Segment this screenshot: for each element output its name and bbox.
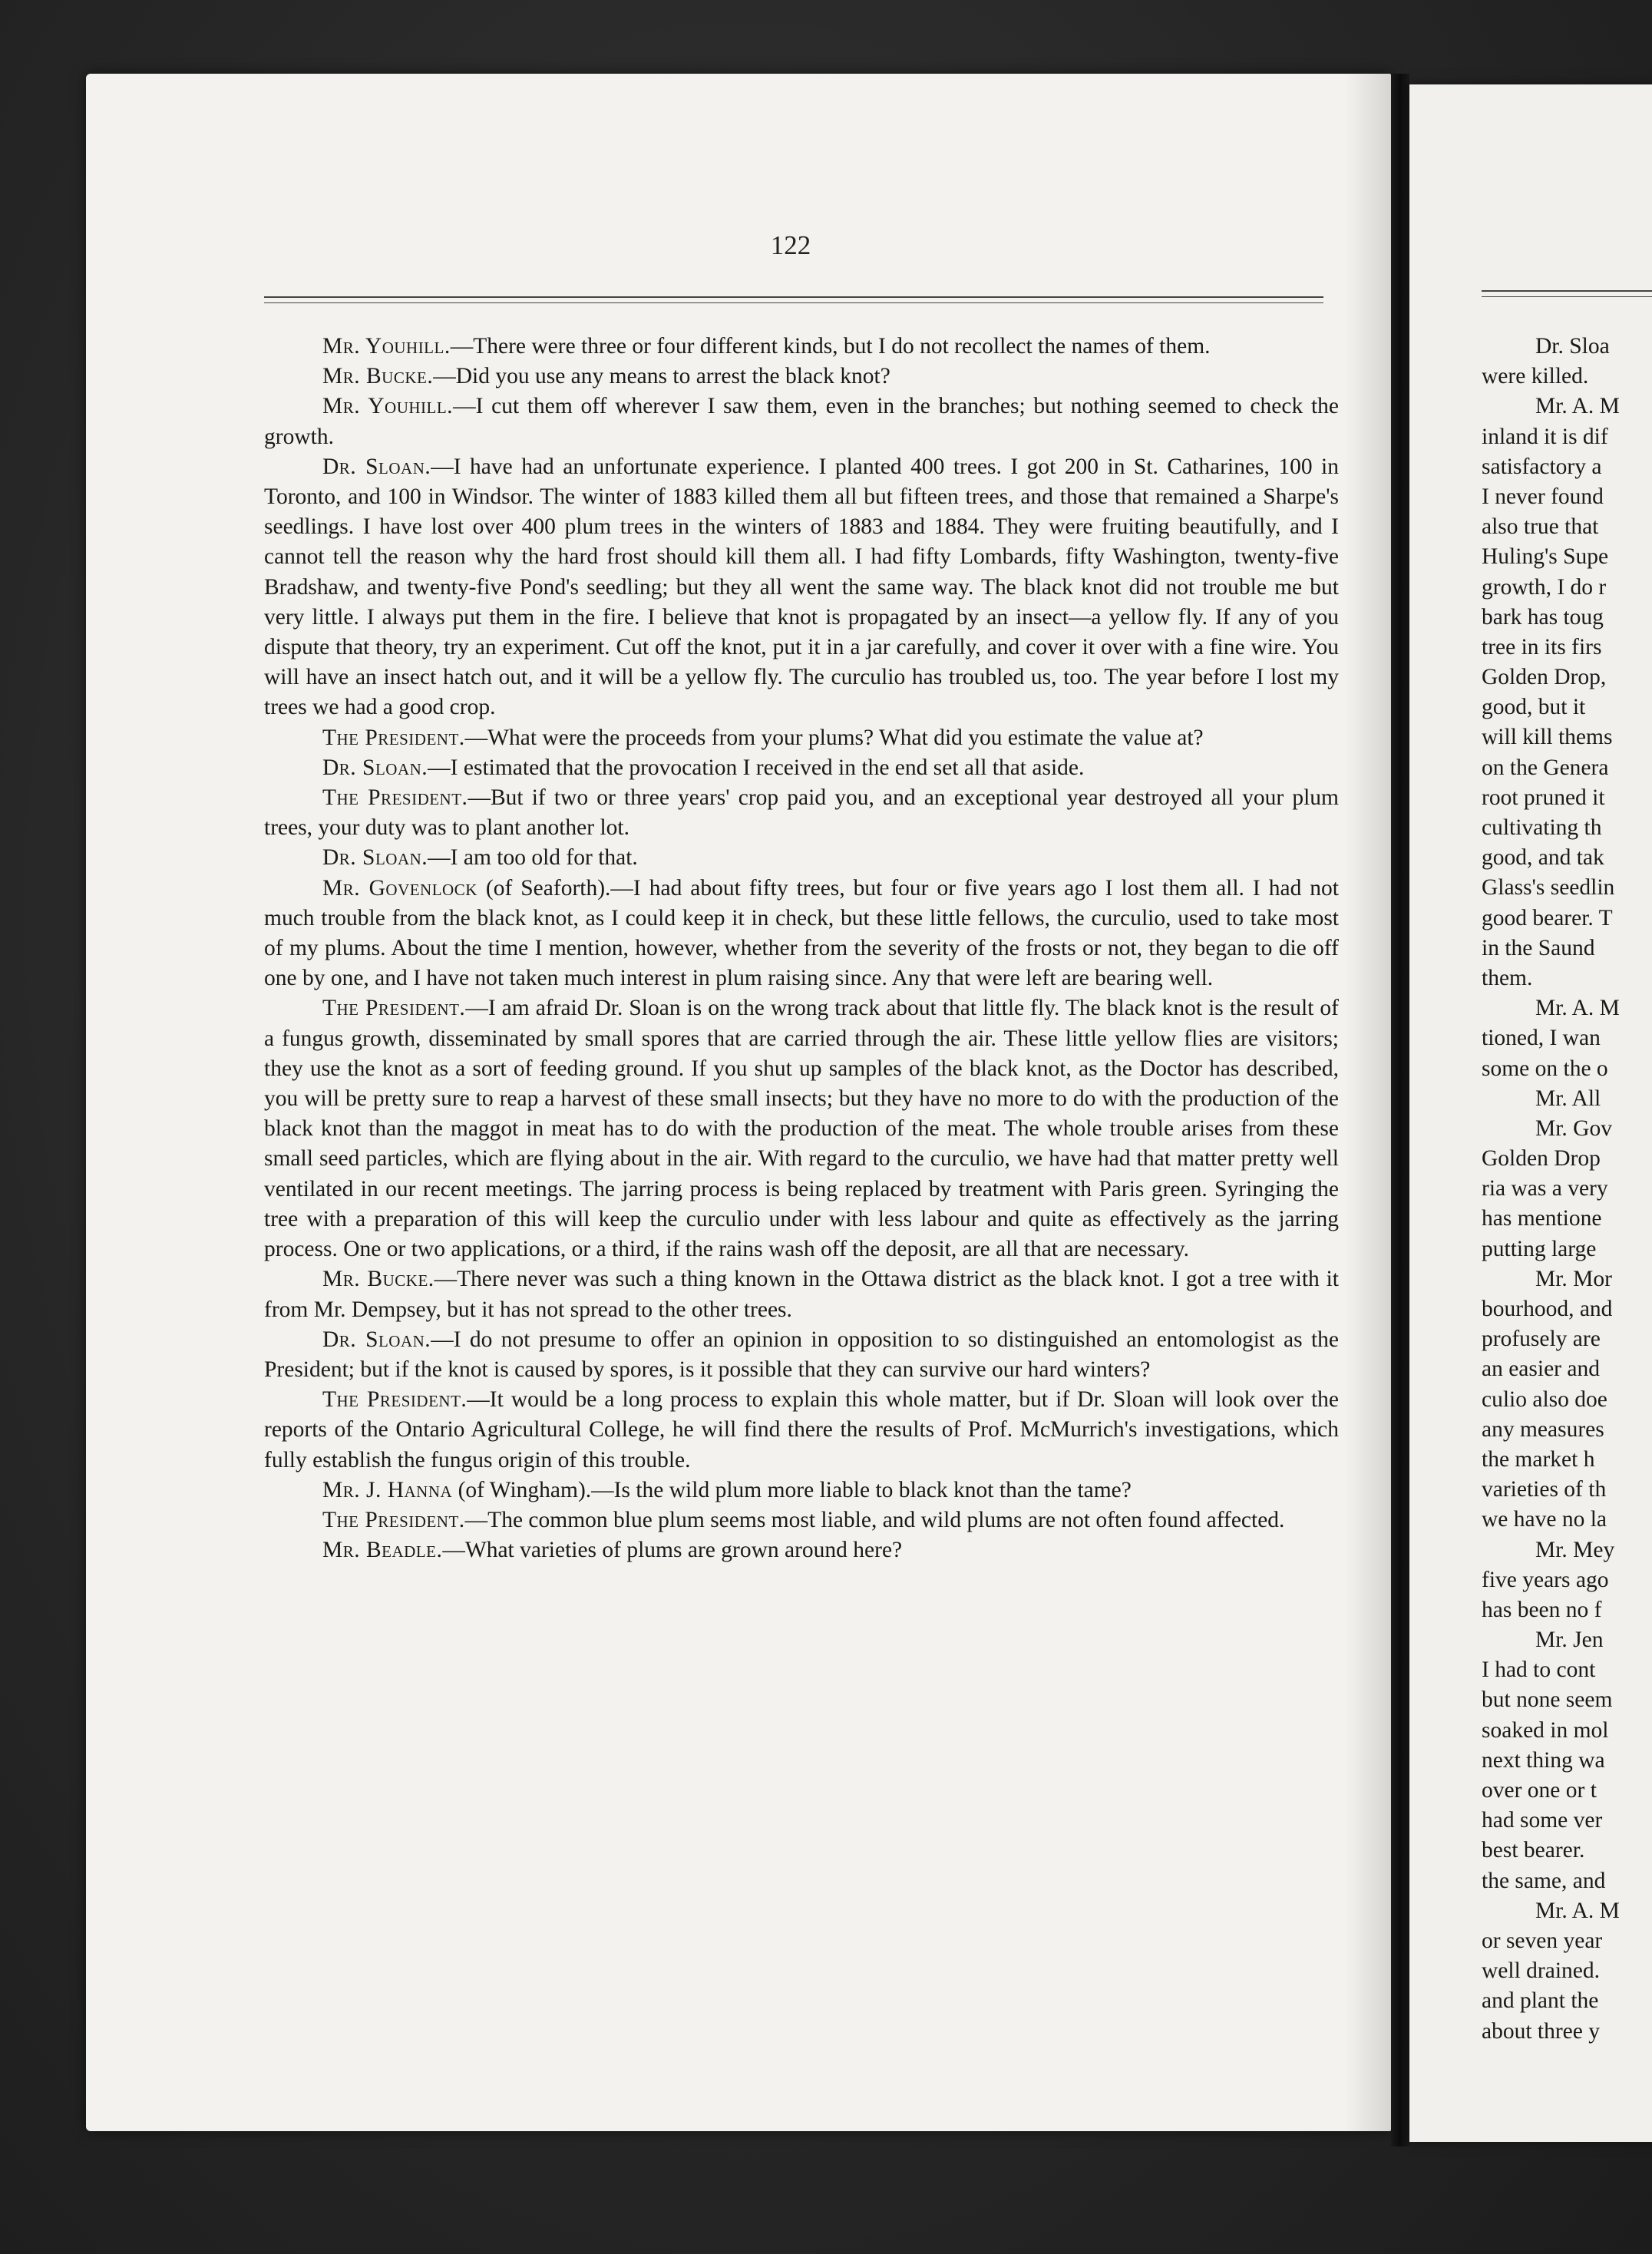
right-page-line: root pruned it [1482,785,1605,810]
right-page-line: next thing wa [1482,1747,1605,1773]
paragraph [264,843,1339,873]
paragraph-text: —I estimated that the provocation I received in the end set all that aside. [428,755,1085,780]
speaker-name: Mr. Bucke. [322,364,434,389]
speaker-name: Dr. Sloan. [322,755,428,780]
right-page-rule-top [1482,290,1652,292]
right-page-line: cultivating th [1482,815,1602,840]
paragraph-text: —I am afraid Dr. Sloan is on the wrong track about that little fly. The black knot is the result of a fungus growth, disseminated by small spores that are carried through the air. These little yellow flies are visitors; they use the knot as a sort of feeding ground. If you shut up samples of the black knot, as the Doctor has described, you will be pretty sure to reap a harvest of these small insects; but they have no more to do with the production of the black knot than the maggot in meat has to do with the production of the meat. The whole trouble arises from these small seed particles, which are flying about in the air. With regard to the curculio, we have had that matter pretty well ventilated in our recent meetings. The jarring process is being replaced by treatment with Paris green. Syringing the tree with a preparation of this will keep the curculio under with less labour and quite as effectively as the jarring process. One or two applications, or a third, if the rains wash off the deposit, are all that are necessary. [264,996,1339,1262]
speaker-name: Dr. Sloan. [322,845,428,871]
right-page-line: in the Saund [1482,935,1595,960]
paragraph-text: —There were three or four different kinds, but I do not recollect the names of them. [450,334,1211,359]
header-rule-top [264,296,1323,298]
right-page-line: Mr. A. M [1535,996,1620,1021]
right-page-line: soaked in mol [1482,1717,1609,1743]
paragraph [264,1264,1339,1324]
right-page-line: satisfactory a [1482,454,1602,479]
paragraph [264,1505,1339,1535]
header-rule-bottom [264,302,1323,303]
right-page-line: bourhood, and [1482,1297,1613,1321]
right-page-line: over one or t [1482,1778,1597,1803]
paragraph [264,753,1339,783]
paragraph [264,452,1339,723]
right-page-text-column [1482,332,1652,2047]
right-page-line: inland it is dif [1482,424,1608,449]
paragraph [264,993,1339,1264]
right-page-line: will kill thems [1482,725,1613,750]
speaker-name: Dr. Sloan. [322,1327,431,1352]
right-page-line: but none seem [1482,1687,1613,1713]
right-page-line: five years ago [1482,1567,1609,1592]
right-page-line: we have no la [1482,1507,1607,1532]
right-page-line: Mr. Gov [1535,1115,1612,1141]
right-page-line: Glass's seedlin [1482,875,1615,901]
paragraph-text: —Did you use any means to arrest the black knot? [433,364,890,389]
paragraph-text: —I cut them off wherever I saw them, even in the branches; but nothing seemed to check the growth. [264,394,1339,449]
right-page-line: Mr. Jen [1535,1628,1604,1653]
paragraph-text: —What were the proceeds from your plums? What did you estimate the value at? [464,725,1204,750]
speaker-name: Mr. J. Hanna [322,1477,453,1502]
paragraph-text: —There never was such a thing known in the Ottawa district as the black knot. I got a tree with it from Mr. Dempsey, but it has not spread to the other trees. [264,1267,1339,1322]
speaker-name: The President. [322,1507,465,1532]
right-page-line: Mr. Mor [1535,1266,1612,1291]
right-page-line: Golden Drop [1482,1146,1601,1172]
right-page-line: Mr. A. M [1535,394,1620,419]
paragraph-text: —I have had an unfortunate experience. I planted 400 trees. I got 200 in St. Catharines, 100 in Toronto, and 100 in Windsor. The winter of 1883 killed them all but fifteen trees, and those that remained a Sharpe's seedlings. I have lost over 400 plum trees in the winters of 1883 and 1884. They were fruiting beautifully, and I cannot tell the reason why the hard frost should kill them all. I had fifty Lombards, fifty Washington, twenty-five Bradshaw, and twenty-five Pond's seedling; but they all went the same way. The black knot did not trouble me but very little. I always put them in the fire. I believe that knot is propagated by an insect—a yellow fly. If any of you dispute that theory, try an experiment. Cut off the knot, put it in a jar carefully, and cover it over with a fine wire. You will have an insect hatch out, and it will be a yellow fly. The curculio has troubled us, too. The year before I lost my trees we had a good crop. [264,454,1340,720]
book-gutter [1391,74,1409,2147]
right-page-line: has been no f [1482,1597,1602,1622]
right-page-line: I never found [1482,484,1604,509]
right-page-line: tioned, I wan [1482,1026,1601,1051]
right-page-line: about three y [1482,2018,1600,2044]
right-page-line: has mentione [1482,1206,1602,1231]
right-page-line: and plant the [1482,1988,1599,2014]
page-number: 122 [770,230,811,260]
speaker-name: Dr. Sloan. [322,454,431,479]
paragraph [264,723,1339,753]
paragraph-text: (of Wingham).—Is the wild plum more liable to black knot than the tame? [452,1477,1132,1502]
right-page-line: Huling's Supe [1482,544,1609,570]
speaker-name: Mr. Govenlock [322,875,477,901]
speaker-name: The President. [322,785,468,811]
paragraph [264,1385,1339,1476]
right-page-line: Mr. A. M [1535,1898,1620,1923]
right-page-line: culio also doe [1482,1386,1607,1412]
paragraph-text: —I do not presume to offer an opinion in opposition to so distinguished an entomologist as the President; but if the knot is caused by spores, is it possible that they can survive our hard winters? [264,1327,1340,1382]
paragraph [264,332,1339,362]
right-page-line: profusely are [1482,1327,1601,1352]
right-page-line: I had to cont [1482,1657,1596,1683]
right-page-line: some on the o [1482,1056,1608,1081]
speaker-name: Mr. Bucke. [322,1267,434,1292]
right-page-line: tree in its firs [1482,634,1602,659]
right-page-line: any measures [1482,1416,1604,1442]
paragraph-text: —But if two or three years' crop paid you, and an exceptional year destroyed all your plum trees, your duty was to plant another lot. [264,785,1340,841]
speaker-name: Mr. Youhill. [322,394,454,419]
right-page-line: ria was a very [1482,1176,1608,1201]
paragraph-text: —The common blue plum seems most liable, and wild plums are not often found affected. [464,1507,1285,1532]
paragraph-text: —It would be a long process to explain this whole matter, but if Dr. Sloan will look over the reports of the Ontario Agricultural College, he will find there the results of Prof. McMurrich's investigations, which fully establish the fungus origin of this trouble. [264,1387,1339,1472]
speaker-name: Mr. Youhill. [322,334,451,359]
speaker-name: Mr. Beadle. [322,1538,443,1563]
right-page-line: on the Genera [1482,755,1609,780]
right-page-line: varieties of th [1482,1477,1607,1502]
right-page-line: putting large [1482,1236,1597,1261]
right-page-line: good, but it [1482,695,1586,720]
paragraph [264,1325,1339,1385]
right-page-line: well drained. [1482,1958,1600,1984]
paragraph-text: —I am too old for that. [428,845,638,871]
paragraph [264,874,1339,994]
right-page-line: also true that [1482,514,1599,540]
paragraph [264,392,1339,451]
paragraph [264,1476,1339,1505]
right-page-line: the same, and [1482,1868,1606,1893]
paragraph [264,1535,1339,1565]
paragraph [264,362,1339,392]
paragraph-text: —What varieties of plums are grown around here? [442,1538,903,1563]
right-page-line: Golden Drop, [1482,665,1607,690]
right-page-line: or seven year [1482,1928,1603,1953]
paragraph-text: (of Seaforth).—I had about fifty trees, but four or five years ago I lost them all. I had not much trouble from the black knot, as I could keep it in check, but these little fellows, the curculio, used to take most of my plums. About the time I mention, however, whether from the severity of the frosts or not, they began to die off one by one, and I have not taken much interest in plum raising since. Any that were left are bearing well. [264,875,1340,991]
right-page-line: were killed. [1482,364,1589,389]
speaker-name: The President. [322,1387,468,1413]
speaker-name: The President. [322,725,465,750]
speaker-name: The President. [322,996,466,1021]
paragraph [264,783,1339,843]
right-page-line: growth, I do r [1482,574,1607,600]
right-page-line: best bearer. [1482,1838,1585,1863]
right-page-line: them. [1482,965,1533,990]
right-page-line: Mr. All [1535,1086,1601,1111]
right-page-line: Mr. Mey [1535,1537,1615,1562]
right-page-line: good bearer. T [1482,905,1613,930]
right-page-rule-bottom [1482,296,1652,297]
right-page-line: an easier and [1482,1357,1600,1382]
right-page-line: bark has toug [1482,604,1604,630]
right-page-line: the market h [1482,1446,1595,1472]
right-page-line: Dr. Sloa [1535,334,1610,359]
right-page-line: good, and tak [1482,845,1604,871]
main-text-column [264,332,1339,1565]
right-page-line: had some ver [1482,1808,1603,1833]
